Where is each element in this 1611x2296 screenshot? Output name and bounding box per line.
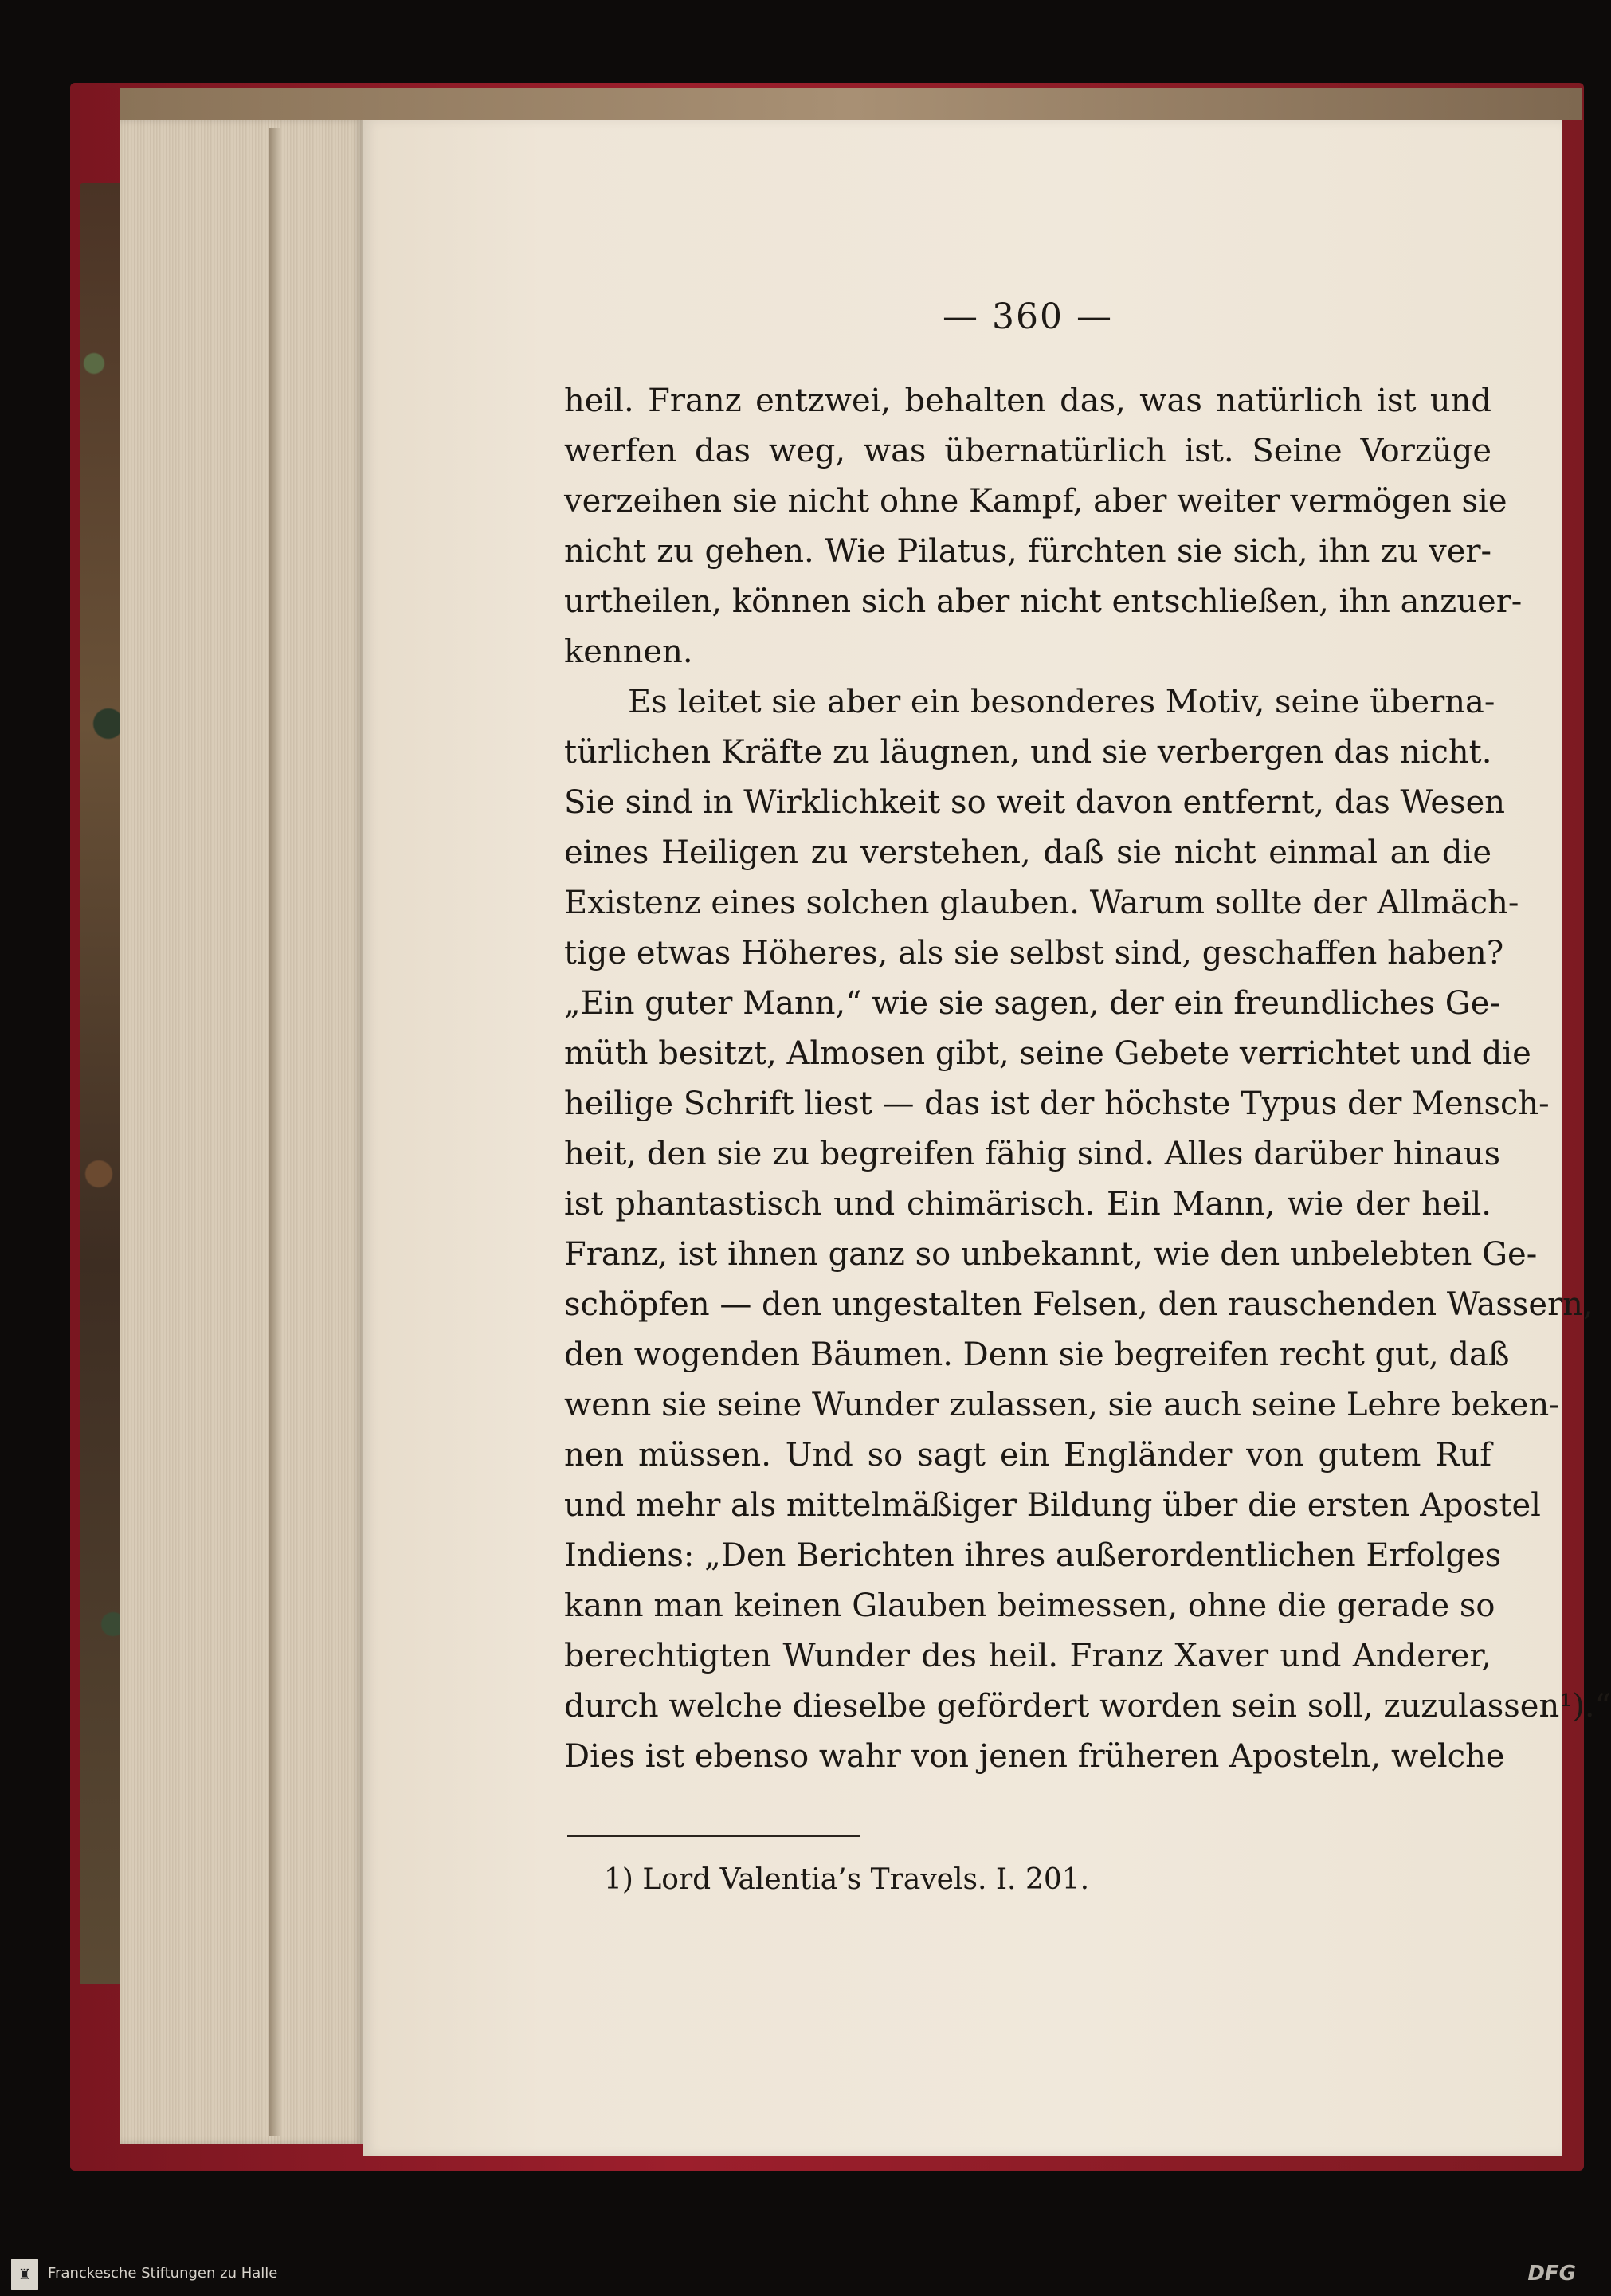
institution-name: Franckesche Stiftungen zu Halle: [48, 2265, 278, 2282]
text-line: kann man keinen Glauben beimessen, ohne die gerade so: [564, 1588, 1495, 1624]
page-number: — 360 —: [943, 296, 1113, 337]
text-line: durch welche dieselbe gefördert worden sein soll, zuzulassen¹).“: [564, 1688, 1611, 1725]
page-edges: [120, 120, 363, 2144]
dfg-logo: DFG: [1527, 2262, 1576, 2286]
footnote-rule: [567, 1835, 860, 1837]
text-line: heilige Schrift liest — das ist der höchste Typus der Mensch-: [564, 1085, 1550, 1122]
text-line: Indiens: „Den Berichten ihres außerordentlichen Erfolges: [564, 1537, 1502, 1574]
text-line: Sie sind in Wirklichkeit so weit davon entfernt, das Wesen: [564, 784, 1506, 821]
text-line: „Ein guter Mann,“ wie sie sagen, der ein freundliches Ge-: [564, 985, 1500, 1022]
text-line: Dies ist ebenso wahr von jenen früheren Aposteln, welche: [564, 1738, 1505, 1775]
text-line: den wogenden Bäumen. Denn sie begreifen recht gut, daß: [564, 1336, 1510, 1373]
text-line: heil. Franz entzwei, behalten das, was natürlich ist und: [564, 383, 1491, 419]
text-line: Franz, ist ihnen ganz so unbekannt, wie den unbelebten Ge-: [564, 1236, 1538, 1273]
text-line: nen müssen. Und so sagt ein Engländer von gutem Ruf: [564, 1437, 1491, 1474]
text-line: werfen das weg, was übernatürlich ist. Seine Vorzüge: [564, 433, 1491, 469]
footnote: 1) Lord Valentia’s Travels. I. 201.: [604, 1863, 1090, 1896]
text-line: eines Heiligen zu verstehen, daß sie nicht einmal an die: [564, 834, 1491, 871]
institution-logo-icon: ♜: [11, 2259, 38, 2290]
text-line: und mehr als mittelmäßiger Bildung über die ersten Apostel: [564, 1487, 1541, 1524]
text-line: heit, den sie zu begreifen fähig sind. Alles darüber hinaus: [564, 1136, 1501, 1172]
text-line: berechtigten Wunder des heil. Franz Xaver und Anderer,: [564, 1638, 1491, 1674]
text-line: türlichen Kräfte zu läugnen, und sie verbergen das nicht.: [564, 734, 1492, 771]
text-line: wenn sie seine Wunder zulassen, sie auch seine Lehre beken-: [564, 1387, 1560, 1423]
text-line: verzeihen sie nicht ohne Kampf, aber weiter vermögen sie: [564, 483, 1507, 520]
top-board: [120, 88, 1582, 120]
text-line: schöpfen — den ungestalten Felsen, den rauschenden Wassern,: [564, 1286, 1593, 1323]
text-line: Es leitet sie aber ein besonderes Motiv, seine überna-: [628, 684, 1495, 720]
page-gutter: [269, 128, 280, 2136]
text-line: tige etwas Höheres, als sie selbst sind, geschaffen haben?: [564, 935, 1504, 971]
text-line: ist phantastisch und chimärisch. Ein Mann, wie der heil.: [564, 1186, 1491, 1223]
text-line: nicht zu gehen. Wie Pilatus, fürchten sie sich, ihn zu ver-: [564, 533, 1491, 570]
text-line: Existenz eines solchen glauben. Warum sollte der Allmäch-: [564, 885, 1519, 921]
text-line: urtheilen, können sich aber nicht entschließen, ihn anzuer-: [564, 583, 1523, 620]
text-line: müth besitzt, Almosen gibt, seine Gebete verrichtet und die: [564, 1035, 1531, 1072]
text-line: kennen.: [564, 634, 693, 670]
body-text: [564, 376, 1611, 1782]
